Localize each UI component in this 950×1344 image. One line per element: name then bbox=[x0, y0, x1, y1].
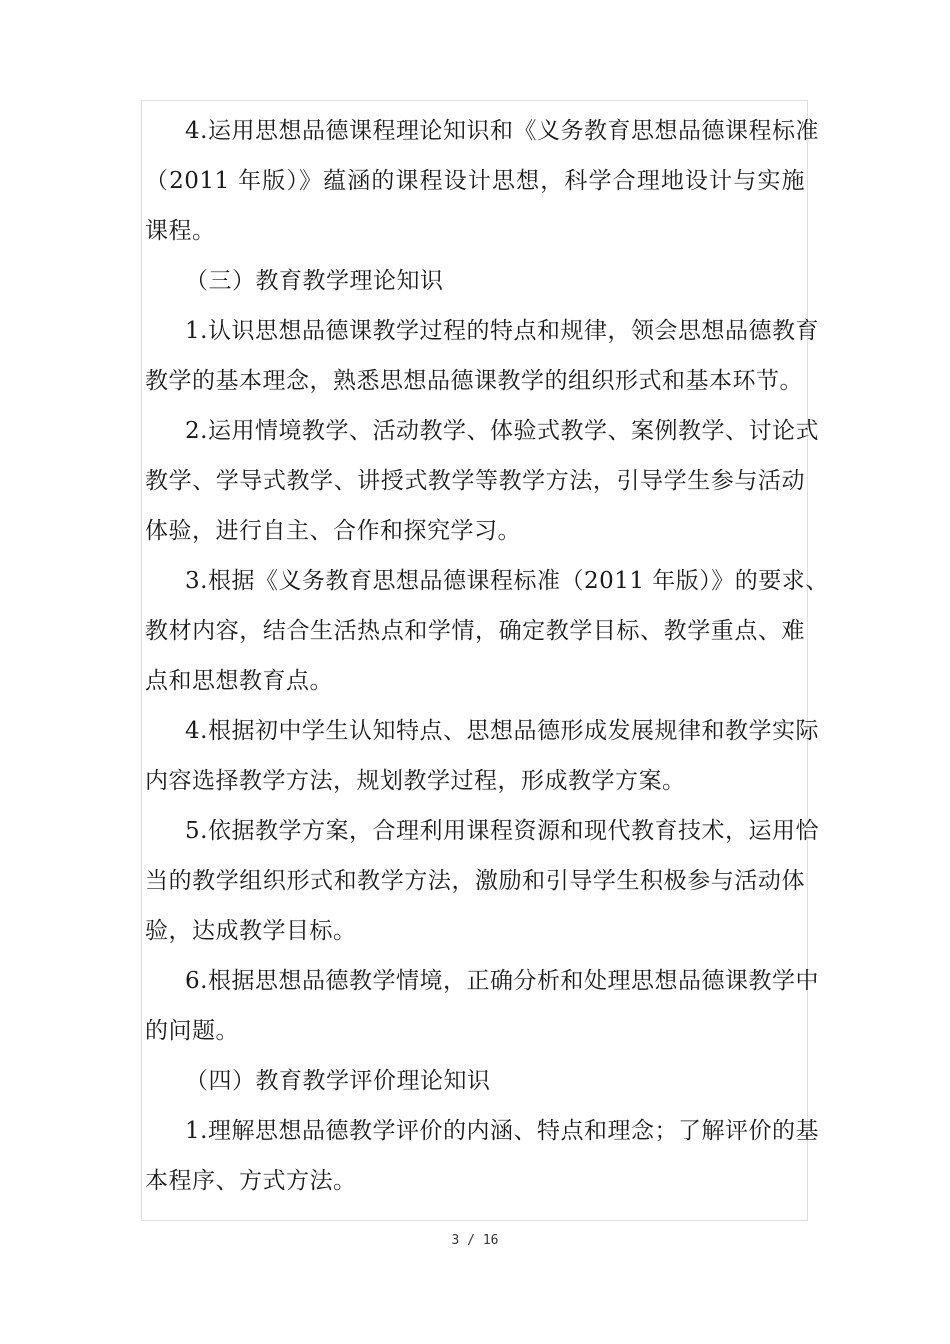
page-number: 3 / 16 bbox=[451, 1233, 499, 1248]
paragraph-line: 教学的基本理念，熟悉思想品德课教学的组织形式和基本环节。 bbox=[145, 368, 803, 394]
paragraph-line: 点和思想教育点。 bbox=[145, 668, 333, 694]
section-heading: （三）教育教学理论知识 bbox=[185, 268, 444, 294]
paragraph-line: 1.认识思想品德课教学过程的特点和规律，领会思想品德教育 bbox=[185, 318, 819, 344]
paragraph-line: 3.根据《义务教育思想品德课程标准（2011 年版）》的要求、 bbox=[185, 568, 829, 594]
paragraph-line: （2011 年版）》蕴涵的课程设计思想，科学合理地设计与实施 bbox=[145, 168, 805, 194]
paragraph-line: 教材内容，结合生活热点和学情，确定教学目标、教学重点、难 bbox=[145, 618, 805, 644]
document-body bbox=[145, 112, 829, 1212]
paragraph-line: 4.根据初中学生认知特点、思想品德形成发展规律和教学实际 bbox=[185, 718, 819, 744]
paragraph-line: 4.运用思想品德课程理论知识和《义务教育思想品德课程标准 bbox=[185, 118, 819, 144]
paragraph-line: 当的教学组织形式和教学方法，激励和引导学生积极参与活动体 bbox=[145, 868, 805, 894]
paragraph-line: 体验，进行自主、合作和探究学习。 bbox=[145, 518, 521, 544]
paragraph-line: 5.依据教学方案，合理利用课程资源和现代教育技术，运用恰 bbox=[185, 818, 819, 844]
paragraph-line: 6.根据思想品德教学情境，正确分析和处理思想品德课教学中 bbox=[185, 968, 819, 994]
paragraph-line: 1.理解思想品德教学评价的内涵、特点和理念；了解评价的基 bbox=[185, 1118, 819, 1144]
paragraph-line: 内容选择教学方法，规划教学过程，形成教学方案。 bbox=[145, 768, 686, 794]
paragraph-line: 的问题。 bbox=[145, 1018, 239, 1044]
section-heading: （四）教育教学评价理论知识 bbox=[185, 1068, 491, 1094]
paragraph-line: 2.运用情境教学、活动教学、体验式教学、案例教学、讨论式 bbox=[185, 418, 819, 444]
paragraph-line: 验，达成教学目标。 bbox=[145, 918, 357, 944]
paragraph-line: 课程。 bbox=[145, 218, 216, 244]
paragraph-line: 本程序、方式方法。 bbox=[145, 1168, 357, 1194]
paragraph-line: 教学、学导式教学、讲授式教学等教学方法，引导学生参与活动 bbox=[145, 468, 805, 494]
